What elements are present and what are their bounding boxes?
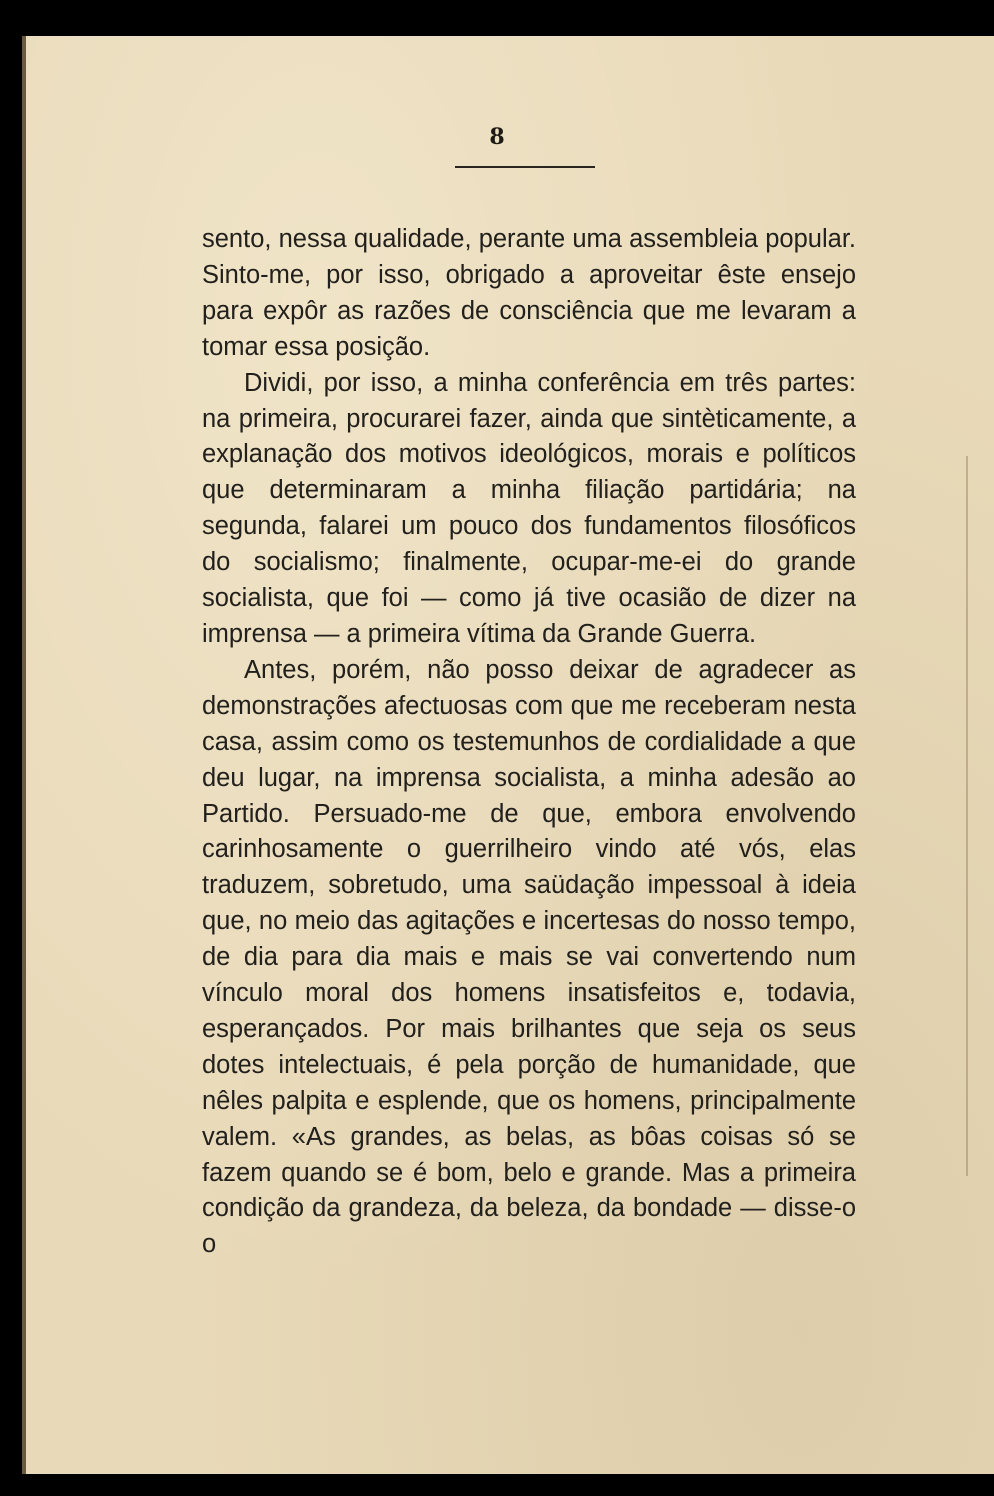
body-text xyxy=(202,222,856,1263)
header-rule xyxy=(455,166,595,168)
paragraph-1: sento, nessa qualidade, perante uma assembleia popular. Sinto-me, por isso, obrigado a aproveitar êste ensejo para expôr as razões de consciência que me levaram a tomar essa posição. xyxy=(202,225,856,361)
paragraph-2: Dividi, por isso, a minha conferência em três partes: na primeira, procurarei fazer, ainda que sintèticamente, a explanação dos motivos ideológicos, morais e políticos que determinaram a minha filiação partidária; na segunda, falarei um pouco dos fundamentos filosóficos do socialismo; finalmente, ocupar-me-ei do grande socialista, que foi — como já tive ocasião de dizer na imprensa — a primeira vítima da Grande Guerra. xyxy=(202,368,856,648)
paragraph-3: Antes, porém, não posso deixar de agradecer as demonstrações afectuosas com que me receberam nesta casa, assim como os testemunhos de cordialidade a que deu lugar, na imprensa socialista, a minha adesão ao Partido. Persuado-me de que, embora envolvendo carinhosamente o guerrilheiro vindo até vós, elas traduzem, sobretudo, uma saüdação impessoal à ideia que, no meio das agitações e incertesas do nosso tempo, de dia para dia mais e mais se vai convertendo num vínculo moral dos homens insatisfeitos e, todavia, esperançados. Por mais brilhantes que seja os seus dotes intelectuais, é pela porção de humanidade, que nêles palpita e esplende, que os homens, principalmente valem. «As grandes, as belas, as bôas coisas só se fazem quando se é bom, belo e grande. Mas a primeira condição da grandeza, da beleza, da bondade — disse-o o xyxy=(202,655,856,1259)
page-number: 8 xyxy=(489,124,505,150)
page-fold-line xyxy=(966,456,968,1176)
